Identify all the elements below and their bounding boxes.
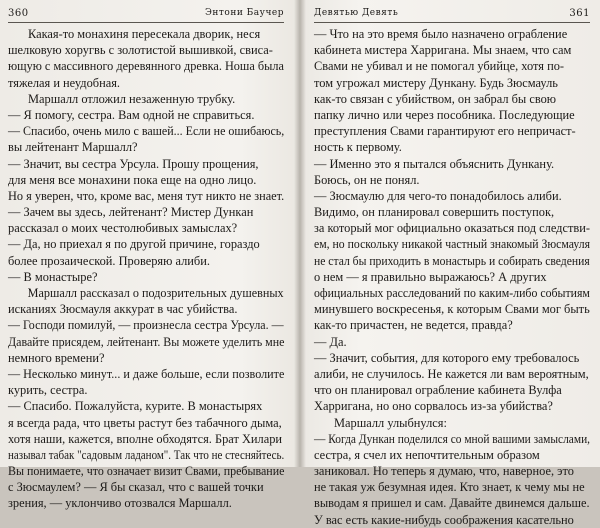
text-line: Маршалл отложил незаженную трубку. — [28, 91, 236, 106]
text-line: папку лично или через пособника. Последующие — [314, 107, 575, 122]
text-line: исканиях Зюсмауля аккурат в час убийства. — [8, 302, 238, 317]
left-running-head: Энтони Баучер — [205, 8, 284, 18]
text-line: вы лейтенант Маршалл? — [8, 140, 138, 155]
text-line: как-то связан с убийством, он забрал бы свою — [314, 91, 557, 106]
right-running-head: Девятью Девять — [314, 8, 399, 18]
text-line: — Когда Дункан поделился со мной вашими замыслами, — [314, 431, 591, 446]
text-line: не такая уж безумная идея. Кто знает, к чему мы не — [314, 480, 585, 495]
text-line: том угрожал мистеру Дункану. Будь Зюсмауль — [314, 75, 558, 90]
text-line: — Господи помилуй, — произнесла сестра Урсула. — — [8, 318, 284, 333]
text-line: — Спасибо, очень мило с вашей... Если не ошибаюсь, — [8, 124, 285, 139]
left-page — [0, 0, 298, 511]
text-line: заниковал. Но теперь я думаю, что, наверное, это — [314, 464, 574, 479]
text-line: Боюсь, он не понял. — [314, 172, 420, 187]
text-line: — Зюсмаулю для чего-то понадобилось алиби. — [314, 188, 562, 203]
text-line: более прозаической. Проверяю алиби. — [8, 253, 210, 268]
text-line: Харригана, но оно сорвалось из-за убийства? — [314, 399, 553, 414]
text-line: ем, но поскольку никакой частный знакомый Зюсмауля — [314, 237, 590, 252]
text-line: — Значит, события, для которого ему требовалось — [314, 350, 580, 365]
text-line: — Несколько минут... и даже больше, если позволите — [8, 366, 285, 381]
text-line: — Я помогу, сестра. Вам одной не справиться. — [8, 107, 255, 122]
text-line: ющую с массивного деревянного древка. Ноша была — [8, 59, 284, 74]
text-line: тяжелая и неудобная. — [8, 75, 121, 90]
text-line: преступления Свами гарантируют его непричаст- — [314, 124, 576, 139]
text-line: называл табак "садовым ладаном". Так что не стесняйтесь. — [8, 447, 285, 462]
text-line: с Зюсмаулем? — Я бы сказал, что с вашей точки — [8, 480, 264, 495]
text-line: Давайте присядем, лейтенант. Вы можете уделить мне — [8, 334, 285, 349]
text-line: Вы понимаете, что означает визит Свами, пребывание — [8, 464, 285, 479]
text-line: — Именно это я пытался объяснить Дункану. — [314, 156, 555, 171]
text-line: кабинета мистера Харригана. Мы знаем, что сам — [314, 43, 572, 58]
text-line: что он планировал ограбление кабинета Вулфа — [314, 383, 562, 398]
text-line: У вас есть какие-нибудь соображения касательно — [314, 512, 574, 527]
text-line: — Зачем вы здесь, лейтенант? Мистер Дункан — [8, 205, 254, 220]
text-line: для меня все монахини пока еще на одно лицо. — [8, 172, 257, 187]
text-line: я всегда рада, что цветы растут без табачного дыма, — [8, 415, 282, 430]
left-page-text — [8, 26, 284, 512]
text-line: — Да, но приехал я по другой причине, гораздо — [8, 237, 260, 252]
right-page-text — [314, 26, 590, 528]
text-line: о нем — я правильно выражаюсь? А других — [314, 269, 547, 284]
text-line: — Значит, вы сестра Урсула. Прошу прощения, — [8, 156, 259, 171]
left-page-number: 360 — [8, 8, 29, 19]
text-line: шелковую хоругвь с золотистой вышивкой, свиса- — [8, 43, 273, 58]
text-line: хотя наши, кажется, вполне обходятся. Брат Хилари — [8, 431, 283, 446]
right-page-number: 361 — [569, 8, 590, 19]
text-line: Но я уверен, что, кроме вас, меня тут никто не знает. — [8, 188, 285, 203]
text-line: немного времени? — [8, 350, 105, 365]
text-line: выводам я пришел и сам. Давайте двинемся дальше. — [314, 496, 590, 511]
text-line: Маршалл рассказал о подозрительных душевных — [27, 286, 284, 300]
text-line: сестра, я счел их непочтительным образом — [314, 447, 540, 462]
text-line: — Да. — [314, 334, 347, 349]
right-page-header — [314, 8, 590, 22]
text-line: официальных расследований по каким-либо событиям — [314, 286, 590, 300]
text-line: Маршалл улыбнулся: — [334, 415, 447, 430]
left-page-header — [8, 8, 284, 22]
text-line: минувшего воскресенья, к которым Свами мог быть — [314, 302, 590, 317]
text-line: Какая-то монахиня пересекала дворик, неся — [28, 27, 261, 41]
text-line: зрения, — уклончиво отозвался Маршалл. — [8, 496, 232, 511]
text-line: как-то причастен, не ведется, правда? — [314, 318, 513, 333]
text-line: — Что на это время было назначено ограбление — [314, 27, 568, 41]
text-line: за который мог официально оказаться под следстви- — [314, 221, 590, 236]
right-header-rule — [314, 22, 590, 23]
text-line: ность к первому. — [314, 140, 402, 155]
text-line: алиби, не случилось. Не кажется ли вам вероятным, — [314, 366, 589, 381]
text-line: курить, сестра. — [8, 383, 88, 398]
text-line: — В монастыре? — [8, 269, 98, 284]
text-line: рассказал о моих честолюбивых замыслах? — [8, 221, 238, 236]
text-line: Свами не убивал и не помогал убийце, хотя по- — [314, 59, 565, 74]
right-page — [302, 0, 600, 527]
left-header-rule — [8, 22, 284, 23]
text-line: — Спасибо. Пожалуйста, курите. В монастырях — [8, 399, 263, 414]
text-line: не стал бы приходить в монастырь и собирать сведения — [314, 253, 590, 268]
text-line: Видимо, он планировал совершить поступок, — [314, 205, 555, 220]
